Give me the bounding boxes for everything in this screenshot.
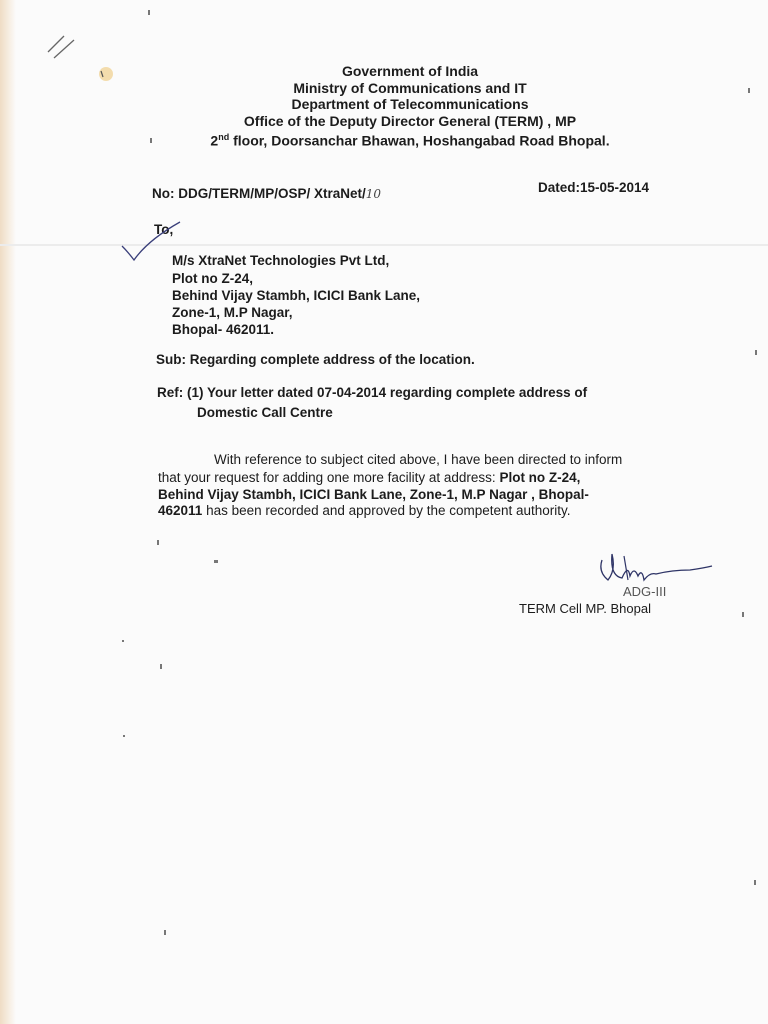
- letterhead-line-office: Office of the Deputy Director General (TERM) , MP: [243, 112, 577, 129]
- addressee-city: Bhopal- 462011.: [172, 322, 275, 337]
- scan-speck: [150, 138, 152, 143]
- reference-line-2: Domestic Call Centre: [197, 405, 333, 420]
- addressee-company: M/s XtraNet Technologies Pvt Ltd,: [172, 253, 390, 268]
- ink-dot-icon: [94, 64, 116, 84]
- scan-speck: [754, 880, 756, 885]
- addressee-street: Behind Vijay Stambh, ICICI Bank Lane,: [172, 288, 421, 303]
- scan-speck: [122, 640, 124, 642]
- letterhead-line-department: Department of Telecommunications: [291, 96, 529, 112]
- body-line-2: that your request for adding one more facility at address: Plot no Z-24,: [158, 470, 581, 485]
- subject-line: Sub: Regarding complete address of the location.: [156, 352, 475, 367]
- reference-line-1: Ref: (1) Your letter dated 07-04-2014 regarding complete address of: [157, 385, 588, 400]
- scan-speck: [160, 664, 162, 669]
- scan-speck: [148, 10, 150, 15]
- scan-speck: [123, 735, 125, 737]
- letterhead-line-ministry: Ministry of Communications and IT: [293, 79, 527, 96]
- scan-speck: [755, 350, 757, 355]
- scan-speck: [742, 612, 744, 617]
- body-line-1: With reference to subject cited above, I have been directed to inform: [214, 452, 623, 467]
- scan-speck: [748, 88, 750, 93]
- scan-speck: [157, 540, 159, 545]
- letter-number: No: DDG/TERM/MP/OSP/ XtraNet/10: [152, 186, 382, 201]
- paper-edge-shadow: [0, 0, 16, 1024]
- body-line-3: Behind Vijay Stambh, ICICI Bank Lane, Zone-1, M.P Nagar , Bhopal-: [158, 487, 589, 502]
- handwritten-slash-mark: [44, 30, 84, 66]
- scan-speck: [164, 930, 166, 935]
- letterhead-line-address: 2nd floor, Doorsanchar Bhawan, Hoshangabad Road Bhopal.: [210, 132, 610, 149]
- letterhead: [140, 63, 680, 149]
- to-label: To,: [154, 222, 174, 237]
- paper-fold-line: [0, 244, 768, 246]
- scan-speck: [214, 560, 218, 563]
- signatory-designation: ADG-III: [623, 584, 667, 599]
- body-line-4: 462011 has been recorded and approved by the competent authority.: [158, 503, 571, 518]
- letterhead-line-government: Government of India: [341, 63, 479, 79]
- addressee-plot: Plot no Z-24,: [172, 271, 253, 286]
- letter-date: Dated:15-05-2014: [538, 180, 650, 195]
- signatory-office: TERM Cell MP. Bhopal: [519, 601, 651, 616]
- addressee-zone: Zone-1, M.P Nagar,: [172, 305, 293, 320]
- handwritten-number: 10: [365, 187, 382, 201]
